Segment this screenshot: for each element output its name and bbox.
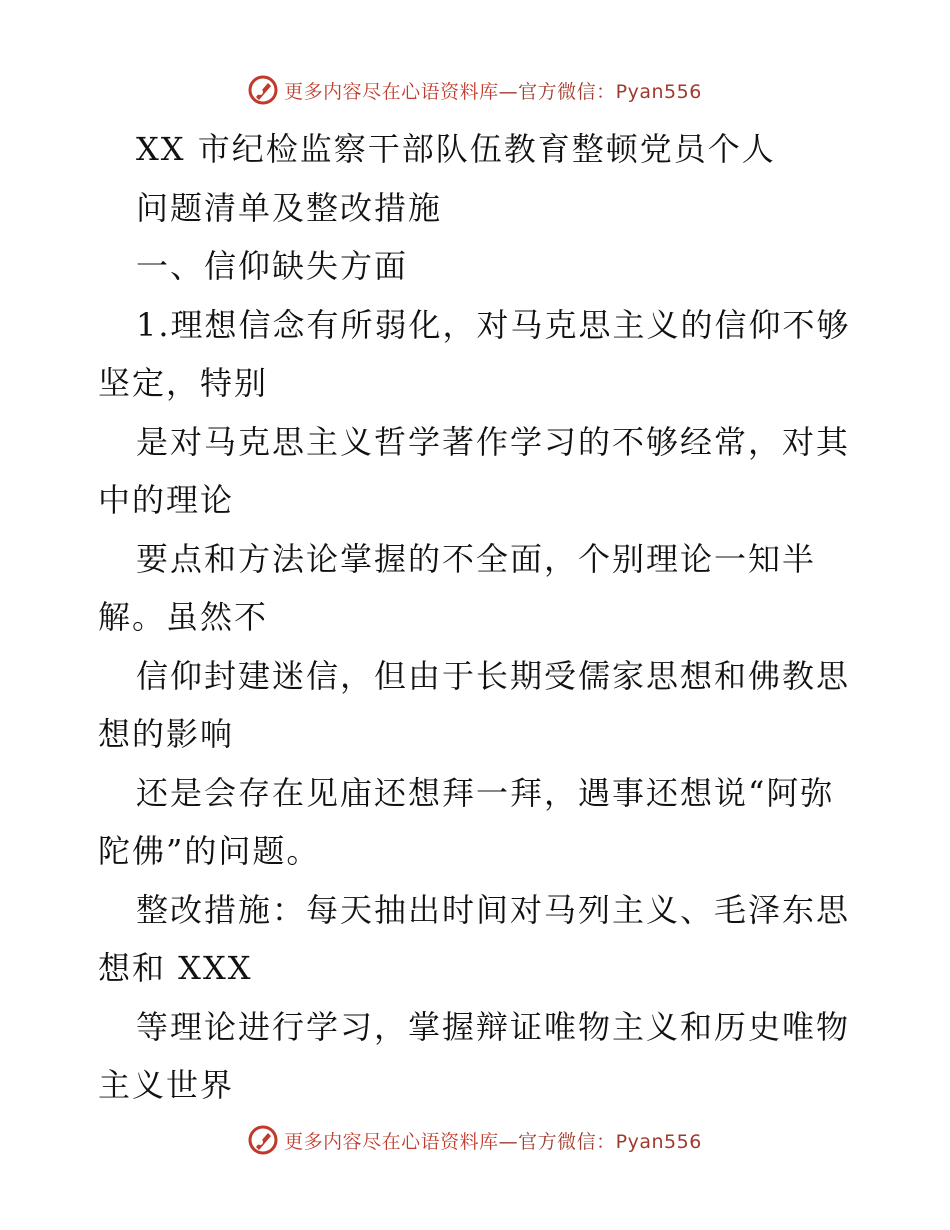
doc-line: 坚定，特别 <box>98 364 269 402</box>
doc-line: 主义世界 <box>98 1066 235 1104</box>
doc-line: 陀佛”的问题。 <box>98 832 321 870</box>
doc-line: 等理论进行学习，掌握辩证唯物主义和历史唯物 <box>136 1007 851 1046</box>
doc-line: 信仰封建迷信，但由于长期受儒家思想和佛教思 <box>136 656 851 695</box>
doc-line: 是对马克思主义哲学著作学习的不够经常，对其 <box>136 422 851 461</box>
doc-line: 整改措施：每天抽出时间对马列主义、毛泽东思 <box>136 890 851 929</box>
banner-label <box>284 77 702 104</box>
doc-line: 一、信仰缺失方面 <box>136 247 409 285</box>
doc-line: 问题清单及整改措施 <box>136 188 443 227</box>
banner-label <box>284 1127 702 1154</box>
banner-wechat-text: —官方微信：Pyan556 <box>498 80 702 103</box>
doc-line: 还是会存在见庙还想拜一拜，遇事还想说“阿弥 <box>136 773 835 812</box>
doc-line: 中的理论 <box>98 481 235 519</box>
document-body <box>98 120 858 1115</box>
doc-line: 要点和方法论掌握的不全面，个别理论一知半 <box>136 539 817 578</box>
doc-line: 想和 XXX <box>98 949 253 987</box>
banner-site-text: 更多内容尽在心语资料库 <box>284 1130 499 1153</box>
doc-line: 解。虽然不 <box>98 598 269 636</box>
banner-site-text: 更多内容尽在心语资料库 <box>284 80 499 103</box>
footer-banner <box>0 1120 950 1160</box>
doc-line: 1.理想信念有所弱化，对马克思主义的信仰不够 <box>136 305 851 344</box>
header-banner <box>0 70 950 110</box>
doc-line: 想的影响 <box>98 715 235 753</box>
pen-logo-icon <box>248 1125 278 1155</box>
pen-logo-icon <box>248 75 278 105</box>
banner-wechat-text: —官方微信：Pyan556 <box>498 1130 702 1153</box>
doc-line: XX 市纪检监察干部队伍教育整顿党员个人 <box>136 130 776 168</box>
